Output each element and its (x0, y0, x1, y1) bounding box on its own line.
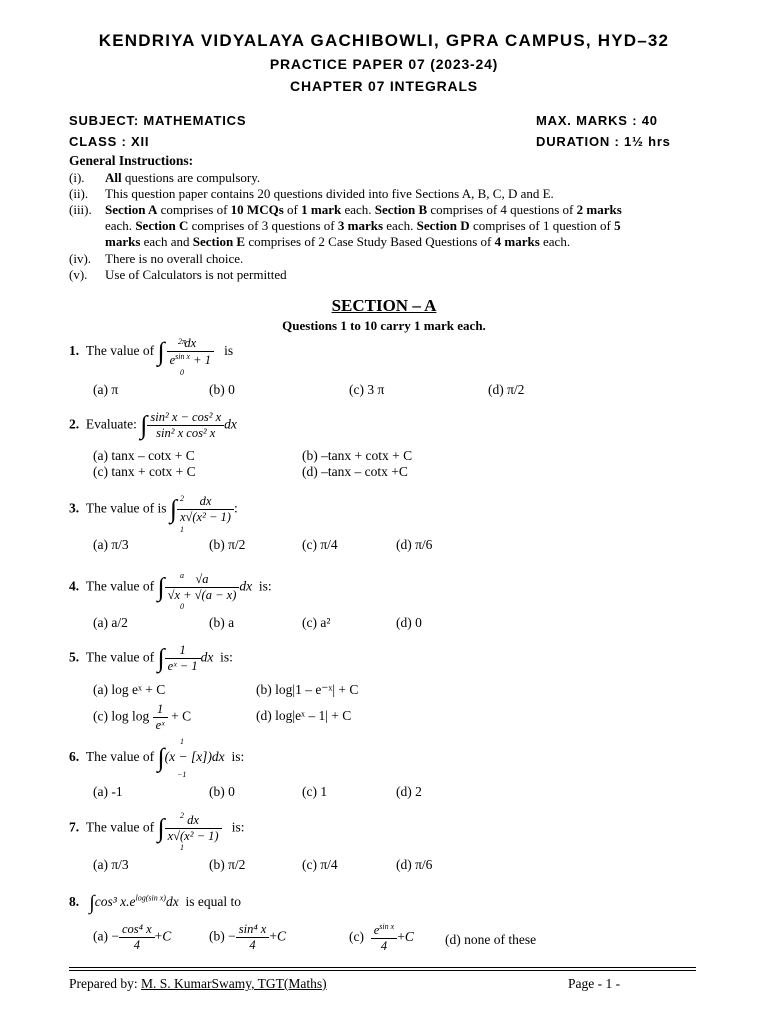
instruction-item: (ii). This question paper contains 20 questions divided into five Sections A, B, C, D and E. (69, 186, 554, 201)
option: (c) a² (302, 615, 331, 630)
question-5: 5. The value of ∫ $\frac{1}{\text{eˣ − 1}}$ dx is: (69, 643, 233, 673)
option: (d) π/6 (396, 857, 433, 872)
option: (d) –tanx – cotx +C (302, 464, 408, 479)
integral-sign: ∫ (157, 337, 165, 367)
instructions-title: General Instructions: (69, 153, 194, 168)
footer-rule (69, 970, 696, 971)
question-8: 8. ∫cos³ $x.e^{log(sin x)}dx$ is equal to (69, 892, 241, 914)
option: (c) π/4 (302, 537, 338, 552)
footer-prepared: Prepared by: M. S. KumarSwamy, TGT(Maths) (69, 976, 327, 991)
option: (d) 2 (396, 784, 422, 799)
option: (c) 1 (302, 784, 328, 799)
option: (a) log eˣ + C (93, 682, 166, 697)
option: (a) π (93, 382, 119, 397)
option: (b) a (209, 615, 235, 630)
duration-label: DURATION : 1½ hrs (536, 134, 671, 149)
option: (b) π/2 (209, 537, 246, 552)
option: (b) log|1 – e⁻ˣ| + C (256, 682, 359, 697)
question-6: 6. The value of ∫(x − [x])dx is: (69, 743, 245, 772)
instruction-item: (iv). There is no overall choice. (69, 251, 244, 266)
option: (a) a/2 (93, 615, 128, 630)
page-number: Page - 1 - (568, 976, 621, 991)
max-marks-label: MAX. MARKS : 40 (536, 113, 658, 128)
option: (c) π/4 (302, 857, 338, 872)
option: (d) log|eˣ – 1| + C (256, 708, 352, 723)
section-subtitle: Questions 1 to 10 carry 1 mark each. (282, 318, 486, 333)
instruction-item: (iii). Section A comprises of 10 MCQs of 1 mark each. Section B comprises of 4 questions of 2 marks each. Section C comprises of 3 questions of 3 marks each. Section D comprises of 1 question of 5 marks each and Section E comprises of 2 Case Study Based Questions of 4 marks each. (69, 202, 622, 249)
option: (d) none of these (445, 932, 537, 947)
option: (a) tanx – cotx + C (93, 448, 195, 463)
option: (a) π/3 (93, 857, 129, 872)
question-4: 4. The value of ∫ $\frac{√a}{√x + √(a - x)}$ dx is: (69, 572, 272, 602)
question-1: 1. The value of ∫ $\frac{dx}{e^{sin x} + 1}$ is (69, 336, 234, 368)
option: (c) log log $\frac{1}{\text{eˣ}}$ + C (93, 702, 192, 732)
option: (c) tanx + cotx + C (93, 464, 196, 479)
option: (b) 0 (209, 784, 235, 799)
instruction-item: (v). Use of Calculators is not permitted (69, 267, 287, 282)
option: (a) − $\frac{\text{cos⁴ x}}{4}$ +C (93, 922, 172, 952)
option: (b) π/2 (209, 857, 246, 872)
section-title: SECTION – A (331, 296, 437, 315)
footer-rule (69, 967, 696, 968)
option: (b) − $\frac{\text{sin⁴ x}}{4}$ +C (209, 922, 286, 952)
chapter-title: CHAPTER 07 INTEGRALS (290, 78, 478, 94)
option: (b) –tanx + cotx + C (302, 448, 413, 463)
option: (b) 0 (209, 382, 235, 397)
option: (d) π/2 (488, 382, 525, 397)
option: (d) 0 (396, 615, 422, 630)
instruction-item: (i). All questions are compulsory. (69, 170, 261, 185)
subject-label: SUBJECT: MATHEMATICS (69, 113, 247, 128)
question-7: 7. The value of ∫ $\frac{dx}{\text{x√(x² − 1)}}$ is: (69, 813, 245, 843)
class-label: CLASS : XII (69, 134, 150, 149)
question-2: 2. Evaluate: ∫ $\frac{\text{sin² x − cos² x}}{\text{sin² x cos² x}}$ dx (69, 410, 237, 440)
option: (a) π/3 (93, 537, 129, 552)
paper-title: PRACTICE PAPER 07 (2023-24) (269, 56, 499, 72)
option: (d) π/6 (396, 537, 433, 552)
school-name: KENDRIYA VIDYALAYA GACHIBOWLI, GPRA CAMPUS, HYD–32 (98, 31, 670, 50)
option: (a) -1 (93, 784, 123, 799)
option: (c) 3 π (349, 382, 385, 397)
question-3: 3. The value of is ∫ $\frac{dx}{\text{x√(x² − 1)}}$ : (69, 494, 238, 524)
option: (c) $\frac{e^{sin x}}{4}$ +C (349, 922, 414, 954)
